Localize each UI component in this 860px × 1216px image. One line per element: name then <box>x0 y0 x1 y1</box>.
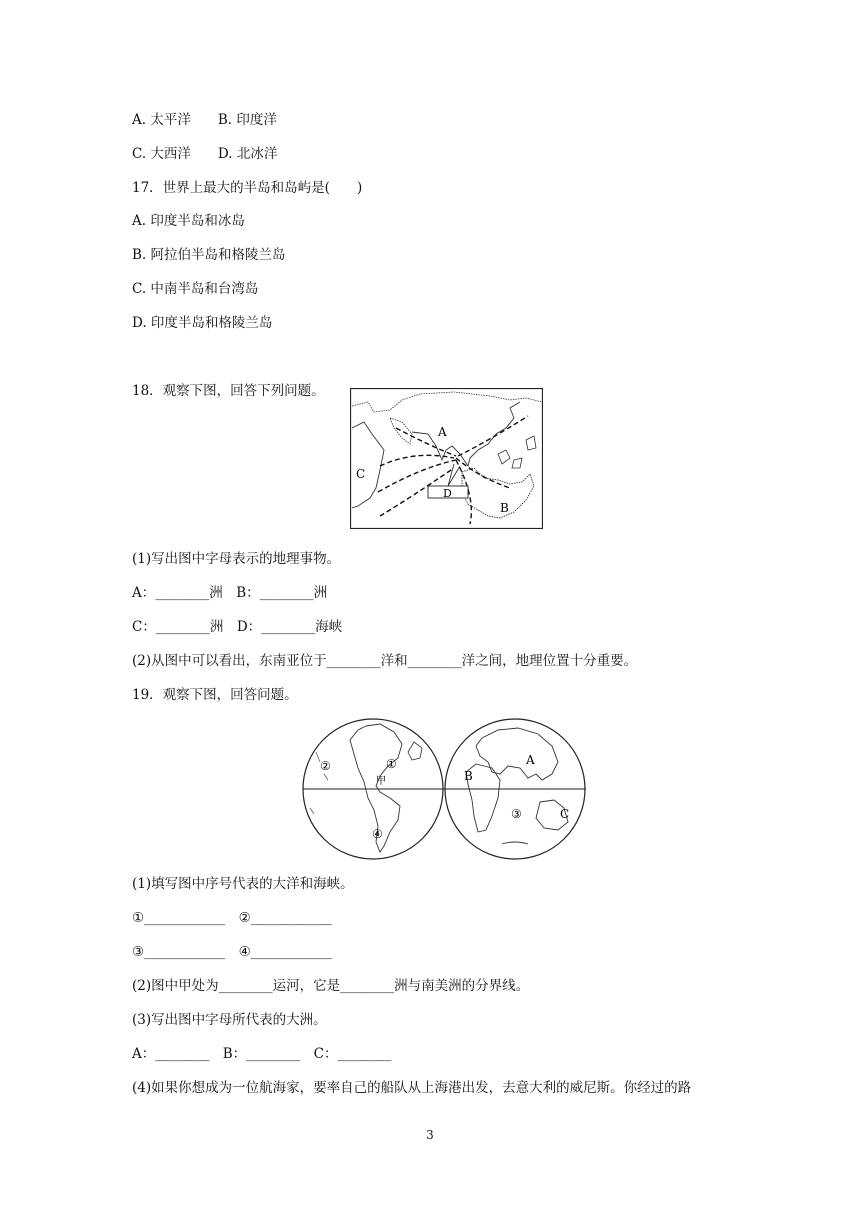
q19-sub2: (2)图中甲处为________运河，它是________洲与南美洲的分界线。 <box>132 978 530 994</box>
q17-stem: 17．世界上最大的半岛和岛屿是( ) <box>132 180 363 196</box>
map2-label-circle-3: ③ <box>511 807 522 821</box>
q19-sub4: (4)如果你想成为一位航海家，要率自己的船队从上海港出发，去意大利的威尼斯。你经过的路 <box>132 1080 692 1096</box>
q19-line-12: ①____________ ②____________ <box>132 910 332 926</box>
map1-label-a: A <box>438 425 447 439</box>
map1-label-d: D <box>443 487 452 500</box>
map1-label-c: C <box>356 467 366 481</box>
q19-sub1: (1)填写图中序号代表的大洋和海峡。 <box>132 876 354 892</box>
q19-map <box>302 718 587 861</box>
q19-sub3: (3)写出图中字母所代表的大洲。 <box>132 1012 327 1028</box>
q19-line-abc: A：________ B：________ C：________ <box>132 1046 392 1062</box>
q16-options-line1: A. 太平洋 B. 印度洋 <box>132 112 277 128</box>
map2-label-circle-4: ④ <box>372 827 383 841</box>
q17-option-a: A. 印度半岛和冰岛 <box>132 213 245 229</box>
q17-option-d: D. 印度半岛和格陵兰岛 <box>132 315 273 331</box>
map2-label-circle-1: ① <box>386 757 397 771</box>
map2-label-jia: 甲 <box>376 776 386 787</box>
q18-sub2: (2)从图中可以看出，东南亚位于________洋和________洋之间，地理位置十分重要。 <box>132 653 638 669</box>
q18-line-ab: A：________洲 B：________洲 <box>132 585 328 601</box>
q18-stem: 18．观察下图，回答下列问题。 <box>132 383 325 399</box>
map2-label-circle-2: ② <box>320 759 331 773</box>
q18-line-cd: C：________洲 D：________海峡 <box>132 619 343 635</box>
map1-label-b: B <box>500 501 509 515</box>
q18-map <box>350 388 543 529</box>
map2-label-a: A <box>526 753 535 767</box>
q19-line-34: ③____________ ④____________ <box>132 944 332 960</box>
q18-sub1: (1)写出图中字母表示的地理事物。 <box>132 551 341 567</box>
q17-option-c: C. 中南半岛和台湾岛 <box>132 281 259 297</box>
q19-stem: 19．观察下图，回答问题。 <box>132 687 298 703</box>
page-number: 3 <box>426 1128 434 1142</box>
q16-options-line2: C. 大西洋 D. 北冰洋 <box>132 146 278 162</box>
q17-option-b: B. 阿拉伯半岛和格陵兰岛 <box>132 247 286 263</box>
map2-label-c: C <box>560 807 570 821</box>
map2-label-b: B <box>464 769 473 783</box>
